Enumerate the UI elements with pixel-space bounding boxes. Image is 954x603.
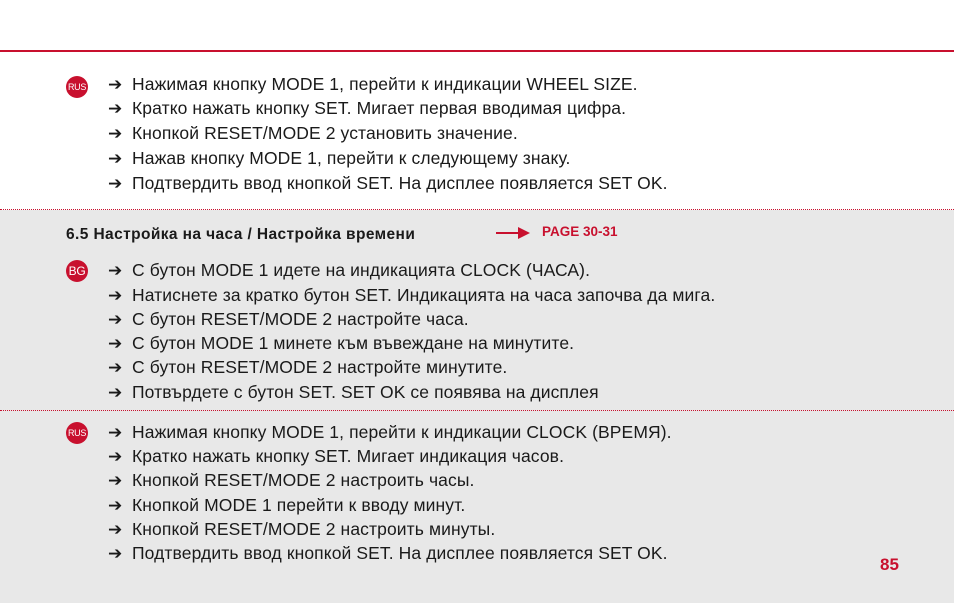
language-badge-rus: RUS	[66, 76, 88, 98]
right-arrow-icon: ➔	[108, 471, 123, 491]
right-arrow-icon: ➔	[108, 520, 123, 540]
red-arrow-icon	[496, 226, 530, 240]
instruction-line: ➔ Нажав кнопку MODE 1, перейти к следующему знаку.	[108, 148, 571, 169]
right-arrow-icon: ➔	[108, 124, 123, 144]
right-arrow-icon: ➔	[108, 544, 123, 564]
instruction-line: ➔ С бутон RESET/MODE 2 настройте часа.	[108, 309, 469, 330]
right-arrow-icon: ➔	[108, 99, 123, 119]
instruction-line: ➔ Подтвердить ввод кнопкой SET. На дисплее появляется SET OK.	[108, 543, 668, 564]
instruction-line: ➔ Потвърдете с бутон SET. SET OK се появява на дисплея	[108, 382, 599, 403]
instruction-line: ➔ Кратко нажать кнопку SET. Мигает индикация часов.	[108, 446, 565, 467]
instruction-line: ➔ С бутон MODE 1 минете към въвеждане на минутите.	[108, 333, 575, 354]
right-arrow-icon: ➔	[108, 75, 123, 95]
right-arrow-icon: ➔	[108, 310, 123, 330]
language-badge-bg: BG	[66, 260, 88, 282]
right-arrow-icon: ➔	[108, 149, 123, 169]
instruction-line: ➔ Кнопкой MODE 1 перейти к вводу минут.	[108, 495, 466, 516]
instruction-line: ➔ Натиснете за кратко бутон SET. Индикацията на часа започва да мига.	[108, 285, 716, 306]
right-arrow-icon: ➔	[108, 496, 123, 516]
instruction-line: ➔ Нажимая кнопку MODE 1, перейти к индикации CLOCK (ВРЕМЯ).	[108, 422, 672, 443]
right-arrow-icon: ➔	[108, 286, 123, 306]
instruction-line: ➔ Подтвердить ввод кнопкой SET. На дисплее появляется SET OK.	[108, 173, 668, 194]
right-arrow-icon: ➔	[108, 383, 123, 403]
right-arrow-icon: ➔	[108, 334, 123, 354]
instruction-line: ➔ Кратко нажать кнопку SET. Мигает первая вводимая цифра.	[108, 98, 627, 119]
right-arrow-icon: ➔	[108, 447, 123, 467]
instruction-line: ➔ С бутон RESET/MODE 2 настройте минутите.	[108, 357, 508, 378]
dotted-divider	[0, 410, 954, 411]
instruction-line: ➔ Нажимая кнопку MODE 1, перейти к индикации WHEEL SIZE.	[108, 74, 638, 95]
instruction-line: ➔ Кнопкой RESET/MODE 2 установить значение.	[108, 123, 518, 144]
right-arrow-icon: ➔	[108, 423, 123, 443]
section-heading: 6.5 Настройка на часа / Настройка времени	[66, 226, 416, 243]
instruction-line: ➔ Кнопкой RESET/MODE 2 настроить часы.	[108, 470, 475, 491]
instruction-line: ➔ Кнопкой RESET/MODE 2 настроить минуты.	[108, 519, 496, 540]
top-rule	[0, 50, 954, 52]
language-badge-rus: RUS	[66, 422, 88, 444]
right-arrow-icon: ➔	[108, 174, 123, 194]
page-reference-link[interactable]: PAGE 30-31	[542, 224, 618, 239]
page-number: 85	[880, 555, 899, 574]
right-arrow-icon: ➔	[108, 261, 123, 281]
dotted-divider	[0, 209, 954, 210]
instruction-line: ➔ С бутон MODE 1 идете на индикацията CLOCK (ЧАСА).	[108, 260, 591, 281]
right-arrow-icon: ➔	[108, 358, 123, 378]
